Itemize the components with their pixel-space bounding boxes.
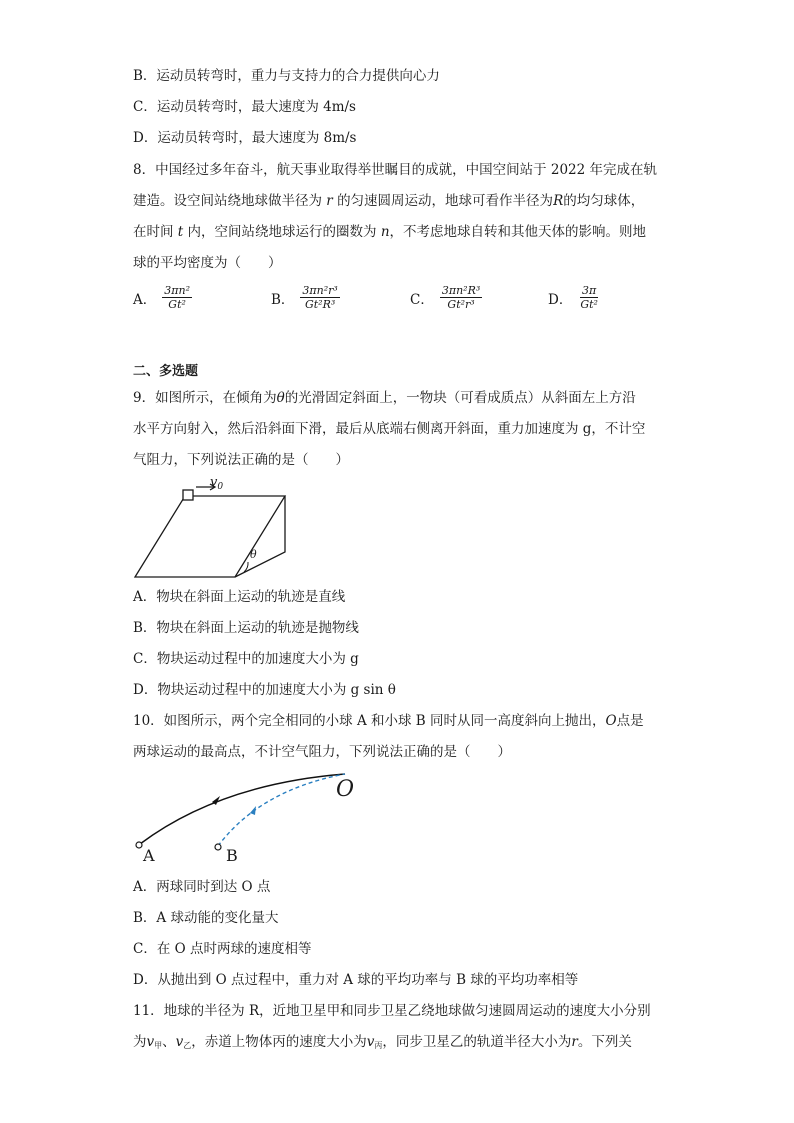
q8-line-2: 建造。设空间站绕地球做半径为 r 的匀速圆周运动，地球可看作半径为R的均匀球体， <box>133 193 645 209</box>
fraction: $\frac{\text{3πn²R³}}{\text{Gt²r³}}$ <box>441 284 481 311</box>
v0-label: $v_0$ <box>210 476 224 492</box>
q8-line-4: 球的平均密度为（ ） <box>133 255 282 271</box>
q8-option-a: A． $\frac{\text{3πn²}}{\text{Gt²}}$ <box>133 284 190 311</box>
fraction: $\frac{\text{3πn²r³}}{\text{Gt²R³}}$ <box>302 284 338 311</box>
q11-line-2: 为$v_甲$、$v_乙$，赤道上物体丙的速度大小为$v_丙$，同步卫星乙的轨道半径大小为r。下列关 <box>133 1034 632 1050</box>
q9-line-3: 气阻力，下列说法正确的是（ ） <box>133 452 349 468</box>
projectile-figure <box>130 770 370 866</box>
block <box>183 490 193 500</box>
fraction: $\frac{\text{3πn²}}{\text{Gt²}}$ <box>164 284 190 311</box>
q10-option-b: B．A 球动能的变化量大 <box>133 910 279 926</box>
option-c: C．运动员转弯时，最大速度为 4m/s <box>133 99 356 115</box>
q9-option-a: A．物块在斜面上运动的轨迹是直线 <box>133 589 346 605</box>
question-11 <box>133 996 663 1061</box>
q9-line-1: 9．如图所示，在倾角为θ的光滑固定斜面上，一物块（可看成质点）从斜面左上方沿 <box>133 390 636 406</box>
question-8 <box>133 155 663 279</box>
q10-option-c: C．在 O 点时两球的速度相等 <box>133 941 312 957</box>
ball-a <box>136 842 142 848</box>
theta-label: θ <box>250 548 257 561</box>
label-b: B <box>226 846 238 865</box>
q8-option-d: D． $\frac{3\pi}{\text{Gt²}}$ <box>548 284 598 311</box>
option-b: B．运动员转弯时，重力与支持力的合力提供向心力 <box>133 68 440 84</box>
q9-option-c: C．物块运动过程中的加速度大小为 g <box>133 651 359 667</box>
q8-line-3: 在时间 t 内，空间站绕地球运行的圈数为 n，不考虑地球自转和其他天体的影响。则地 <box>133 224 647 240</box>
ball-b <box>215 844 221 850</box>
section-multiple-choice: 二、多选题 <box>133 364 199 379</box>
incline-top-face <box>135 496 285 577</box>
label-o: O <box>336 777 355 802</box>
q10-line-1: 10．如图所示，两个完全相同的小球 A 和小球 B 同时从同一高度斜向上抛出，O点是 <box>133 713 644 729</box>
q8-option-c: C． $\frac{\text{3πn²R³}}{\text{Gt²r³}}$ <box>410 284 481 311</box>
q9-option-d: D．物块运动过程中的加速度大小为 g sin θ <box>133 682 396 698</box>
q10-option-d: D．从抛出到 O 点过程中，重力对 A 球的平均功率与 B 球的平均功率相等 <box>133 972 579 988</box>
option-d: D．运动员转弯时，最大速度为 8m/s <box>133 130 357 146</box>
question-10 <box>133 706 663 768</box>
incline-figure <box>130 476 295 582</box>
q8-line-1: 8．中国经过多年奋斗，航天事业取得举世瞩目的成就，中国空间站于 2022 年完成在轨 <box>133 162 658 178</box>
trajectory-b <box>218 774 345 846</box>
q9-option-b: B．物块在斜面上运动的轨迹是抛物线 <box>133 620 359 636</box>
q8-option-b: B． $\frac{\text{3πn²r³}}{\text{Gt²R³}}$ <box>271 284 338 311</box>
question-9 <box>133 383 663 476</box>
arrow-b <box>250 806 256 815</box>
q10-option-a: A．两球同时到达 O 点 <box>133 879 271 895</box>
label-a: A <box>143 846 155 865</box>
q10-line-2: 两球运动的最高点，不计空气阻力，下列说法正确的是（ ） <box>133 744 511 760</box>
fraction: $\frac{3\pi}{\text{Gt²}}$ <box>580 284 598 311</box>
q9-line-2: 水平方向射入，然后沿斜面下滑，最后从底端右侧离开斜面，重力加速度为 g，不计空 <box>133 421 646 437</box>
q11-line-1: 11．地球的半径为 R，近地卫星甲和同步卫星乙绕地球做匀速圆周运动的速度大小分别 <box>133 1003 651 1019</box>
trajectory-a <box>140 774 345 844</box>
